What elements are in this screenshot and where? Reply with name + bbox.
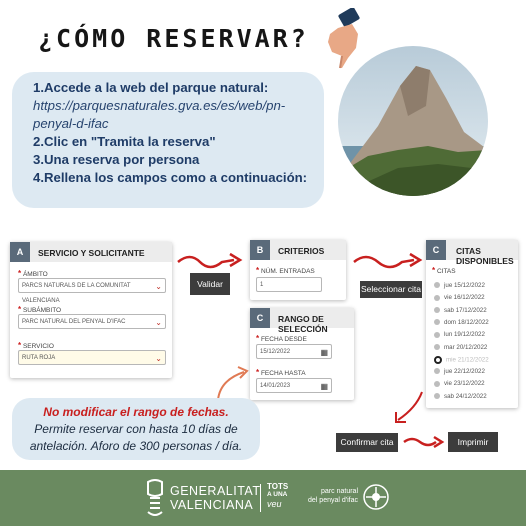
arrow-icon [352,250,424,272]
panel-c-avail-header [426,240,518,266]
step-3: 3.Una reserva por persona [33,152,200,167]
panel-c-range-badge: C [250,308,270,328]
radio-icon[interactable] [434,368,440,374]
park-line2: del penyal d'ifac [308,497,358,504]
radio-icon[interactable] [434,344,440,350]
panel-servicio-solicitante [10,242,172,378]
tots-line2: A UNA [267,491,288,498]
cita-option-label: mie 21/12/2022 [446,356,489,364]
steps-box [12,72,324,208]
page-title: ¿CÓMO RESERVAR? [38,24,309,53]
cita-option[interactable] [434,294,485,301]
panel-citas-disponibles [426,240,518,408]
subambito-select[interactable]: PARC NATURAL DEL PENYAL D'IFAC ⌄ [18,314,166,329]
cita-option[interactable] [434,393,487,400]
generalitat-logo-icon [144,478,166,518]
fecha-desde-input[interactable]: 15/12/2022 ▦ [256,344,332,359]
radio-icon[interactable] [434,356,442,364]
subambito-label: * SUBÁMBITO [18,305,62,314]
cita-option-label: vie 16/12/2022 [444,294,485,302]
fecha-desde-label: * FECHA DESDE [256,334,307,343]
note-line-2: Permite reservar con hasta 10 días de [34,422,238,436]
cita-option[interactable] [434,368,485,375]
note-line-3: antelación. Aforo de 300 personas / día. [29,439,243,453]
entradas-input[interactable]: 1 [256,277,322,292]
panel-a-title: SERVICIO Y SOLICITANTE [38,248,145,258]
arrow-icon [402,434,446,450]
panel-a-badge: A [10,242,30,262]
chevron-down-icon: ⌄ [155,282,162,291]
radio-icon[interactable] [434,381,440,387]
radio-icon[interactable] [434,393,440,399]
cita-option-label: lun 19/12/2022 [444,331,485,339]
cita-option-label: jue 15/12/2022 [444,282,485,289]
radio-icon[interactable] [434,295,440,301]
panel-a-header [10,242,172,262]
penyal-photo [338,46,488,196]
cita-option[interactable] [434,307,487,314]
citas-label: * CITAS [432,266,456,275]
step-4: 4.Rellena los campos como a continuación: [33,170,308,185]
panel-b-badge: B [250,240,270,260]
generalitat-line1: GENERALITAT [170,484,261,498]
servicio-label: * SERVICIO [18,341,54,350]
panel-c-range-header [250,308,354,334]
panel-b-title: CRITERIOS [278,246,325,256]
fecha-hasta-label: * FECHA HASTA [256,368,306,377]
radio-icon[interactable] [434,332,440,338]
panel-b-header [250,240,346,260]
validar-button[interactable]: Validar [190,273,230,295]
panel-c-avail-title: CITAS DISPONIBLES [456,246,514,266]
cita-option[interactable] [434,344,487,351]
calendar-icon: ▦ [320,382,328,391]
park-line1: parc natural [321,488,358,495]
ambito-label: * ÁMBITO [18,269,48,278]
park-url-link[interactable]: https://parquesnaturales.gva.es/es/web/pn-penyal-d-ifac [33,98,286,131]
cita-option-label: jue 22/12/2022 [444,368,485,376]
chevron-down-icon: ⌄ [155,354,162,363]
warning-text: No modificar el rango de fechas. [43,405,229,419]
ambito-select[interactable]: PARCS NATURALS DE LA COMUNITAT VALENCIANA ⌄ [18,278,166,293]
panel-rango-seleccion [250,308,354,400]
info-note [12,398,260,460]
cita-option[interactable] [434,331,485,338]
cita-option-label: sab 17/12/2022 [444,306,487,314]
radio-icon[interactable] [434,307,440,313]
imprimir-button[interactable]: Imprimir [448,432,498,452]
arrow-icon [176,250,244,272]
step-1: 1.Accede a la web del parque natural: https://parquesnaturales.gva.es/es/web/pn-penyal-d-ifac [32,79,318,133]
generalitat-line2: VALENCIANA [170,498,254,512]
park-logo-icon [362,482,390,512]
seleccionar-cita-button[interactable]: Seleccionar cita [360,281,422,298]
panel-c-range-title: RANGO DE SELECCIÓN [278,314,328,334]
step-2: 2.Clic en "Tramita la reserva" [33,134,216,149]
servicio-select[interactable]: RUTA ROJA ⌄ [18,350,166,365]
cita-option[interactable] [434,319,489,326]
pointing-hand-icon [318,8,368,72]
cita-option[interactable] [434,380,485,387]
radio-icon[interactable] [434,319,440,325]
confirmar-cita-button[interactable]: Confirmar cita [336,433,398,452]
cita-option[interactable] [434,356,489,364]
panel-criterios [250,240,346,300]
footer-divider [260,484,261,512]
cita-option[interactable] [434,282,485,289]
panel-c-avail-badge: C [426,240,446,260]
cita-option-label: sab 24/12/2022 [444,392,487,400]
radio-icon[interactable] [434,282,440,288]
cita-option-label: mar 20/12/2022 [444,343,488,351]
cita-option-label: dom 18/12/2022 [444,318,489,326]
arrow-icon [214,362,254,402]
cita-option-label: vie 23/12/2022 [444,380,485,388]
fecha-hasta-input[interactable]: 14/01/2023 ▦ [256,378,332,393]
entradas-label: * NÚM. ENTRADAS [256,266,315,275]
calendar-icon: ▦ [320,348,328,357]
tots-line1: TOTS [267,482,289,491]
tots-line3: veu [267,499,282,509]
arrow-icon [386,388,426,428]
chevron-down-icon: ⌄ [155,318,162,327]
footer [0,470,526,526]
